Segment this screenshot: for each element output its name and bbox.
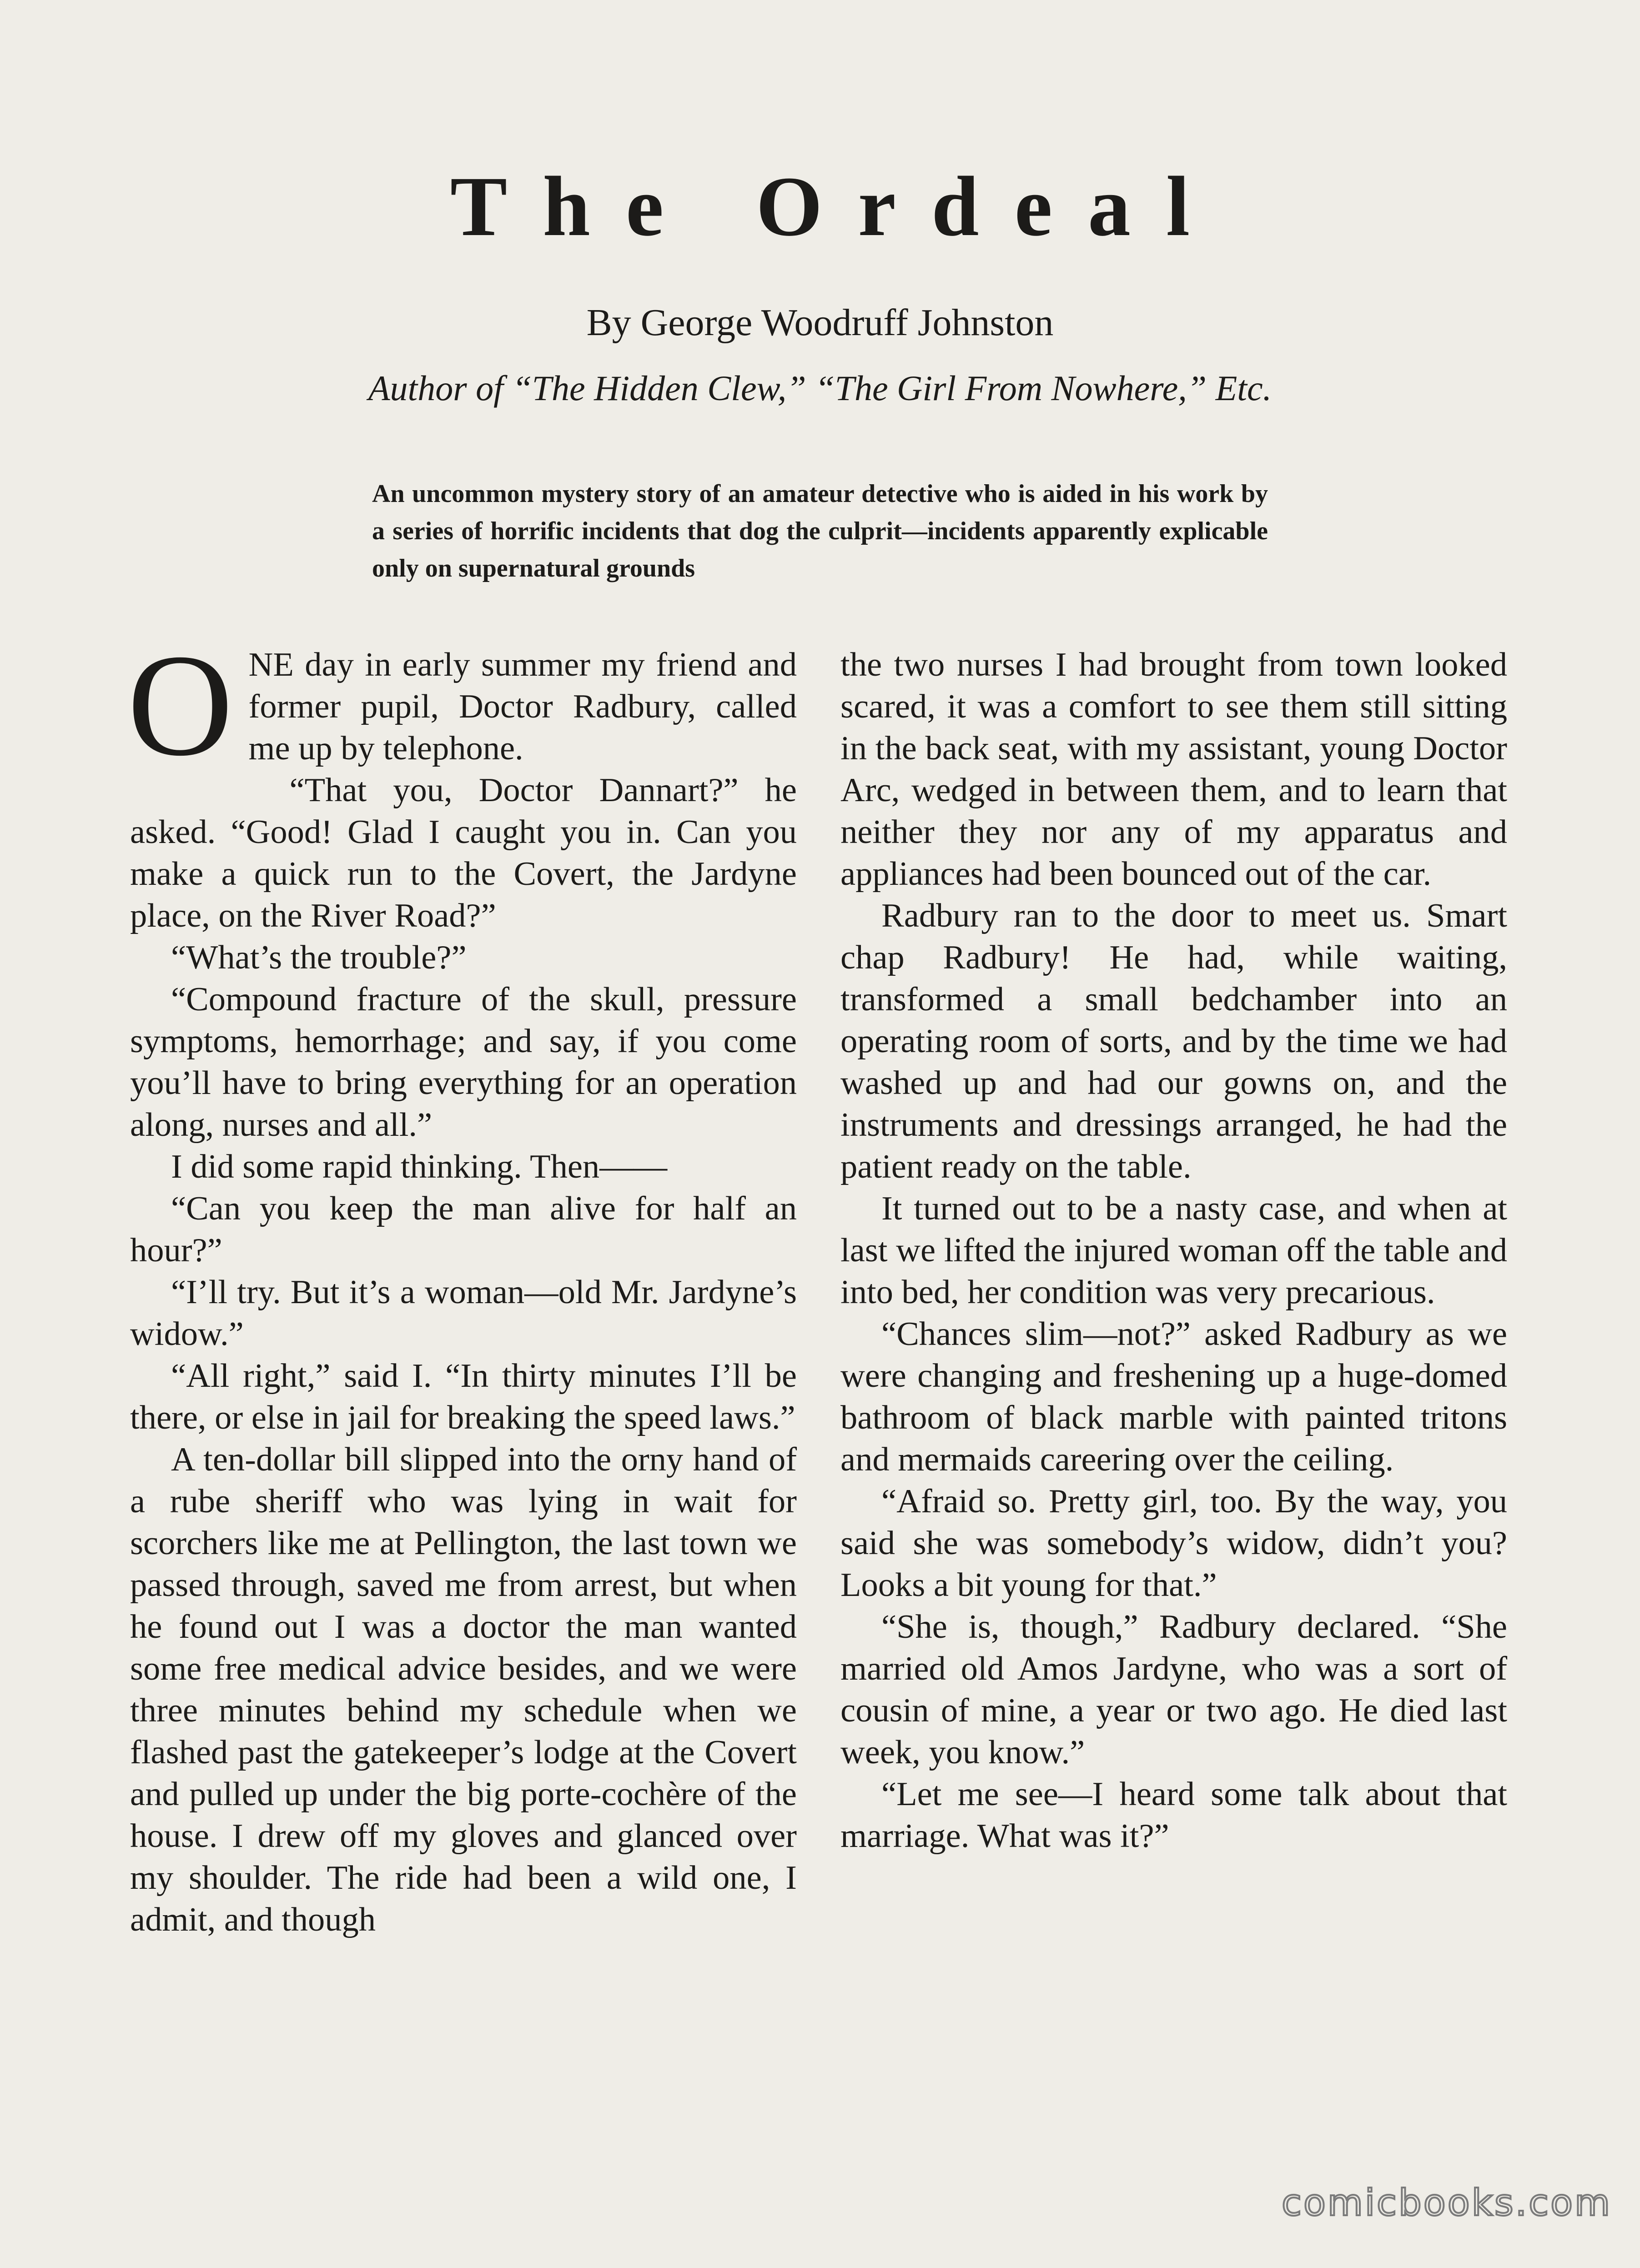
drop-cap: O [127,624,233,786]
opening-text: NE day in early summer my friend and former pupil, Doctor Radbury, called me up by telephone. [248,646,797,767]
paragraph: “She is, though,” Radbury declared. “She married old Amos Jardyne, who was a sort of cousin of mine, a year or two ago. He died last week, you know.” [840,1608,1507,1771]
right-column [840,644,1507,1857]
author-credits: Author of “The Hidden Clew,” “The Girl From Nowhere,” Etc. [368,368,1272,408]
paragraph: “All right,” said I. “In thirty minutes I’ll be there, or else in jail for breaking the speed laws.” [130,1357,797,1436]
paragraph: the two nurses I had brought from town looked scared, it was a comfort to see them still sitting in the back seat, with my assistant, young Doctor Arc, wedged in between them, and to learn that neither they nor any of my apparatus and appliances had been bounced out of the car. [840,646,1507,893]
paragraph: “I’ll try. But it’s a woman—old Mr. Jardyne’s widow.” [130,1274,797,1353]
paragraph: “Can you keep the man alive for half an hour?” [130,1190,797,1269]
paragraph: “What’s the trouble?” [171,939,467,976]
paragraph: It turned out to be a nasty case, and when at last we lifted the injured woman off the table and into bed, her condition was very precarious. [840,1190,1507,1311]
left-column [127,624,797,1941]
opening-paragraph [127,624,797,786]
article-title: The Ordeal [450,159,1226,254]
paragraph: “Chances slim—not?” asked Radbury as we were changing and freshening up a huge-domed bathroom of black marble with painted tritons and mermaids careering over the ceiling. [840,1315,1507,1478]
paragraph: A ten-dollar bill slipped into the orny hand of a rube sheriff who was lying in wait for scorchers like me at Pellington, the last town we passed through, saved me from arrest, but when he found out I was a doctor the man wanted some free medical advice besides, and we were three minutes behind my schedule when we flashed past the gatekeeper’s lodge at the Covert and pulled up under the big porte-cochère of the house. I drew off my gloves and glanced over my shoulder. The ride had been a wild one, I admit, and though [130,1441,797,1938]
paragraph: “That you, Doctor Dannart?” he asked. “Good! Glad I caught you in. Can you make a quick run to the Covert, the Jardyne place, on the River Road?” [130,772,797,934]
paragraph: “Let me see—I heard some talk about that marriage. What was it?” [840,1776,1507,1855]
paragraph: “Afraid so. Pretty girl, too. By the way, you said she was somebody’s widow, didn’t you? Looks a bit young for that.” [840,1483,1507,1604]
story-blurb: An uncommon mystery story of an amateur detective who is aided in his work by a series of horrific incidents that dog the culprit—incidents apparently explicable only on supernatural grounds [372,480,1268,582]
paragraph: I did some rapid thinking. Then—— [171,1148,668,1185]
paragraph: Radbury ran to the door to meet us. Smart chap Radbury! He had, while waiting, transformed a small bedchamber into an operating room of sorts, and by the time we had washed up and had our gowns on, and the instruments and dressings arranged, he had the patient ready on the table. [840,897,1507,1185]
paragraph: “Compound fracture of the skull, pressure symptoms, hemorrhage; and say, if you come you’ll have to bring everything for an operation along, nurses and all.” [130,981,797,1144]
byline: By George Woodruff Johnston [586,301,1054,344]
site-watermark: comicbooks.com [1281,2182,1612,2224]
